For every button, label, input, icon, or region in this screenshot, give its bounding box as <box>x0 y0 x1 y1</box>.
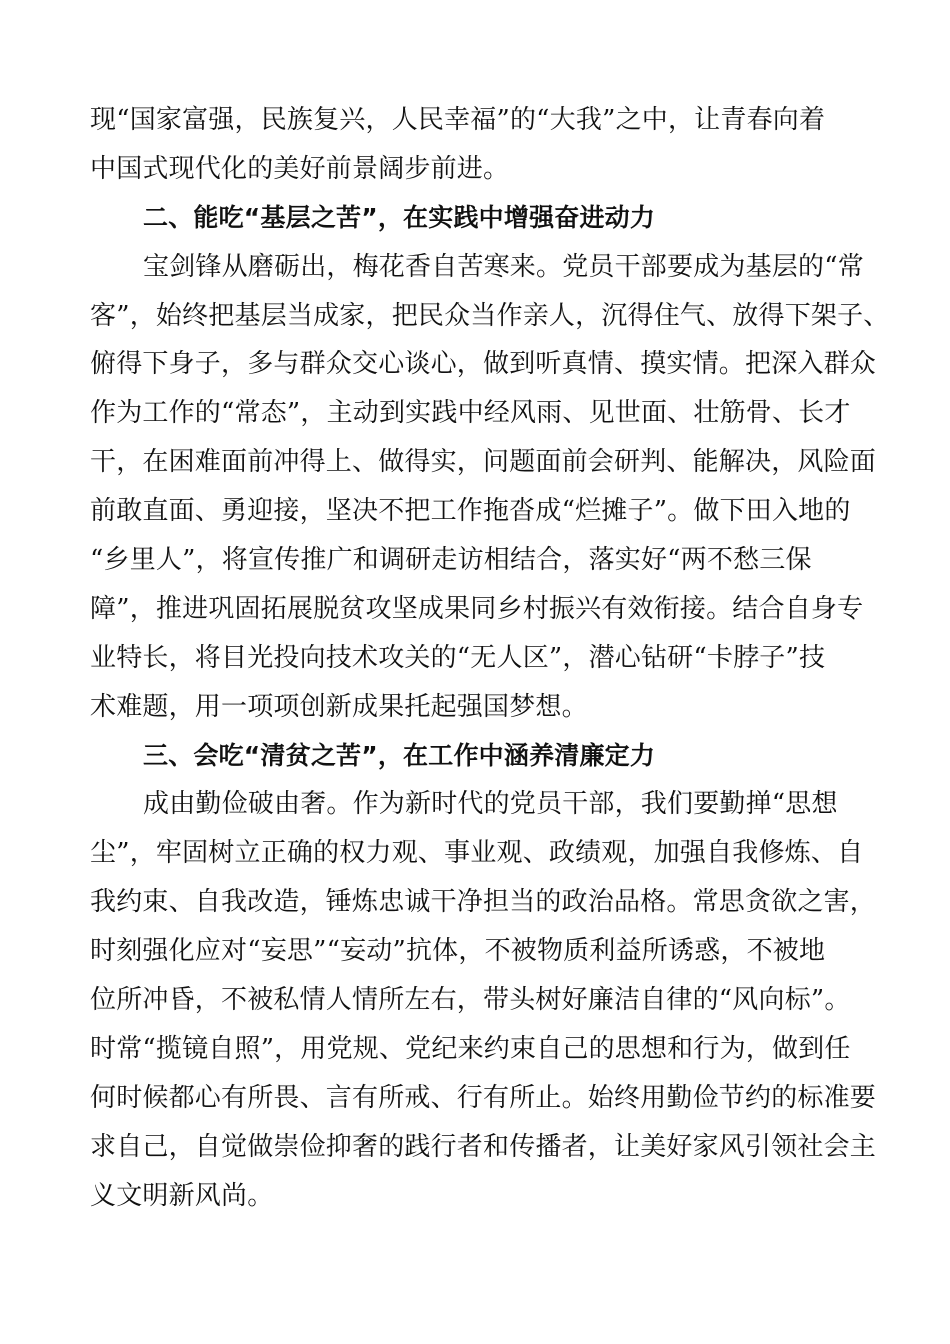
paragraph-line: 前敢直面、勇迎接，坚决不把工作拖沓成“烂摊子”。做下田入地的 <box>90 496 851 527</box>
paragraph-line: 我约束、自我改造，锤炼忠诚干净担当的政治品格。常思贪欲之害， <box>90 887 877 918</box>
paragraph-line: 宝剑锋从磨砺出，梅花香自苦寒来。党员干部要成为基层的“常 <box>143 251 864 282</box>
paragraph-line: 义文明新风尚。 <box>90 1180 274 1211</box>
section-heading-3: 三、会吃“清贫之苦”，在工作中涵养清廉定力 <box>143 740 656 770</box>
paragraph-line: 位所冲昏，不被私情人情所左右，带头树好廉洁自律的“风向标”。 <box>90 985 851 1016</box>
paragraph-line: 俯得下身子，多与群众交心谈心，做到听真情、摸实情。把深入群众 <box>90 349 877 380</box>
paragraph-line: 中国式现代化的美好前景阔步前进。 <box>90 153 510 184</box>
paragraph-line: 求自己，自觉做崇俭抑奢的践行者和传播者，让美好家风引领社会主 <box>90 1131 877 1162</box>
paragraph-line: 现“国家富强，民族复兴，人民幸福”的“大我”之中，让青春向着 <box>90 105 826 135</box>
paragraph-line: 作为工作的“常态”，主动到实践中经风雨、见世面、壮筋骨、长才 <box>90 398 851 429</box>
paragraph-line: 尘”，牢固树立正确的权力观、事业观、政绩观，加强自我修炼、自 <box>90 838 864 869</box>
paragraph-line: 成由勤俭破由奢。作为新时代的党员干部，我们要勤掸“思想 <box>143 789 838 820</box>
paragraph-line: 时刻强化应对“妄思”“妄动”抗体，不被物质利益所诱惑，不被地 <box>90 936 826 967</box>
paragraph-line: 干，在困难面前冲得上、做得实，问题面前会研判、能解决，风险面 <box>90 447 877 478</box>
paragraph-line: 客”，始终把基层当成家，把民众当作亲人，沉得住气、放得下架子、 <box>90 300 890 331</box>
paragraph-line: 术难题，用一项项创新成果托起强国梦想。 <box>90 691 588 722</box>
paragraph-line: 业特长，将目光投向技术攻关的“无人区”，潜心钻研“卡脖子”技 <box>90 642 826 673</box>
section-heading-2: 二、能吃“基层之苦”，在实践中增强奋进动力 <box>143 202 656 232</box>
paragraph-line: 时常“揽镜自照”，用党规、党纪来约束自己的思想和行为，做到任 <box>90 1033 851 1064</box>
paragraph-line: “乡里人”，将宣传推广和调研走访相结合，落实好“两不愁三保 <box>90 545 812 576</box>
document-page <box>90 96 890 1220</box>
paragraph-line: 障”，推进巩固拓展脱贫攻坚成果同乡村振兴有效衔接。结合自身专 <box>90 593 864 624</box>
paragraph-line: 何时候都心有所畏、言有所戒、行有所止。始终用勤俭节约的标准要 <box>90 1082 877 1113</box>
